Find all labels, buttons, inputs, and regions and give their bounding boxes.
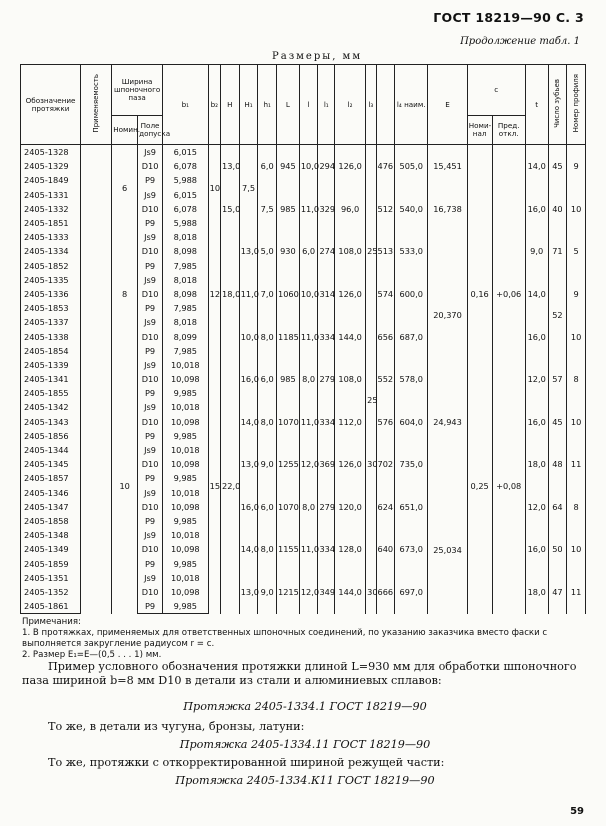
note-2: 2. Размер E₁=E—(0,5 . . . 1) мм. — [22, 650, 162, 660]
cell-H1: 13,0 — [239, 443, 258, 486]
cell-b1: 7,985 — [163, 259, 209, 273]
cell-l3: 30 — [366, 443, 376, 486]
col-H: H — [221, 65, 240, 145]
cell-l5: 687,0 — [395, 315, 428, 358]
cell-l1: 274 — [318, 230, 335, 273]
cell-tolerance: P9 — [138, 599, 163, 614]
cell-p: 9 — [567, 273, 586, 316]
cell-b1: 10,018 — [163, 528, 209, 542]
cell-l2: 144,0 — [335, 571, 366, 614]
cell-designation: 2405-1852 — [21, 259, 81, 273]
cell-b1: 8,018 — [163, 315, 209, 329]
cell-tolerance: P9 — [138, 386, 163, 400]
cell-designation: 2405-1337 — [21, 315, 81, 329]
cell-designation: 2405-1347 — [21, 500, 81, 514]
cell-L: 1215 — [277, 571, 300, 614]
cell-designation: 2405-1858 — [21, 514, 81, 528]
cell-L: 1070 — [277, 486, 300, 529]
cell-b1: 8,098 — [163, 287, 209, 301]
cell-l: 8,0 — [299, 486, 318, 529]
col-designation: Обозначение протяжки — [21, 65, 81, 145]
cell-tolerance: D10 — [138, 585, 163, 599]
cell-L: 1155 — [277, 528, 300, 571]
cell-designation: 2405-1857 — [21, 471, 81, 485]
example-text-2: То же, в детали из чугуна, бронзы, латуни: — [48, 720, 305, 733]
cell-tolerance: D10 — [138, 457, 163, 471]
page-header: ГОСТ 18219—90 С. 3 — [433, 10, 584, 25]
cell-l1: 279 — [318, 486, 335, 529]
cell-l4: 640 — [376, 528, 395, 571]
cell-designation: 2405-1338 — [21, 329, 81, 343]
cell-tolerance: Js9 — [138, 273, 163, 287]
cell-designation: 2405-1351 — [21, 571, 81, 585]
cell-l5: 604,0 — [395, 400, 428, 443]
cell-z: 45 — [548, 400, 567, 443]
cell-L: 985 — [277, 358, 300, 401]
cell-t: 18,0 — [525, 443, 548, 486]
cell-l4: 476 — [376, 145, 395, 188]
cell-tolerance: D10 — [138, 202, 163, 216]
cell-l5: 533,0 — [395, 230, 428, 273]
cell-l2: 120,0 — [335, 486, 366, 529]
cell-p: 10 — [567, 400, 586, 443]
notes-title: Примечания: — [22, 617, 81, 627]
cell-b1: 10,098 — [163, 372, 209, 386]
cell-tolerance: Js9 — [138, 145, 163, 160]
cell-b1: 10,018 — [163, 571, 209, 585]
cell-cdev: +0,06 — [492, 230, 525, 358]
cell-l2: 96,0 — [335, 188, 366, 231]
cell-h1: 9,0 — [258, 443, 277, 486]
cell-l1: 279 — [318, 358, 335, 401]
col-l: l — [299, 65, 318, 145]
cell-l2: 126,0 — [335, 273, 366, 316]
example-text-1: Пример условного обозначения протяжки длиной L=930 мм для обработки шпоночного паза шириной b=8 мм D10 в детали из стали и алюминиевых сплавов: — [22, 660, 577, 687]
cell-H1: 13,0 — [239, 571, 258, 614]
cell-b1: 5,988 — [163, 173, 209, 187]
cell-l5: 697,0 — [395, 571, 428, 614]
cell-z: 45 — [548, 145, 567, 188]
col-tolerance: Поле допуска — [138, 116, 163, 145]
cell-tolerance: P9 — [138, 471, 163, 485]
cell-designation: 2405-1331 — [21, 188, 81, 202]
cell-h1: 7,0 — [258, 273, 277, 316]
cell-tolerance: D10 — [138, 372, 163, 386]
cell-E — [428, 230, 467, 273]
cell-h1: 8,0 — [258, 315, 277, 358]
cell-cdev: +0,08 — [492, 358, 525, 614]
cell-l2: 112,0 — [335, 400, 366, 443]
cell-designation: 2405-1333 — [21, 230, 81, 244]
col-h1: h₁ — [258, 65, 277, 145]
cell-H: 22,0 — [221, 358, 240, 614]
col-l3: l₃ — [366, 65, 376, 145]
cell-b1: 10,018 — [163, 400, 209, 414]
cell-b2: 12 — [208, 230, 220, 358]
cell-designation: 2405-1332 — [21, 202, 81, 216]
cell-L: 985 — [277, 188, 300, 231]
cell-nom: 6 — [112, 145, 138, 231]
col-c: c — [467, 65, 525, 116]
cell-b1: 6,078 — [163, 202, 209, 216]
cell-tolerance: D10 — [138, 287, 163, 301]
cell-c: 0,25 — [467, 358, 492, 614]
cell-l: 11,0 — [299, 315, 318, 358]
cell-h1: 8,0 — [258, 528, 277, 571]
cell-designation: 2405-1859 — [21, 556, 81, 570]
col-l2: l₂ — [335, 65, 366, 145]
cell-l: 10,0 — [299, 145, 318, 188]
cell-H1: 11,0 — [239, 273, 258, 316]
cell-p: 10 — [567, 528, 586, 571]
cell-z: 71 — [548, 230, 567, 273]
table-continuation-label: Продолжение табл. 1 — [460, 36, 580, 47]
cell-l: 8,0 — [299, 358, 318, 401]
cell-b1: 10,018 — [163, 486, 209, 500]
cell-nom: 8 — [112, 230, 138, 358]
cell-l3: 25 — [366, 145, 376, 358]
cell-L: 1060 — [277, 273, 300, 316]
cell-l1: 334 — [318, 315, 335, 358]
col-nominal: Номин. — [112, 116, 138, 145]
cell-t: 16,0 — [525, 188, 548, 231]
cell-b1: 9,985 — [163, 599, 209, 614]
cell-l1: 329 — [318, 188, 335, 231]
cell-l4: 666 — [376, 571, 395, 614]
cell-h1: 6,0 — [258, 486, 277, 529]
cell-h1: 6,0 — [258, 145, 277, 188]
col-l1: l₁ — [318, 65, 335, 145]
cell-designation: 2405-1346 — [21, 486, 81, 500]
cell-tolerance: P9 — [138, 556, 163, 570]
cell-designation: 2405-1348 — [21, 528, 81, 542]
cell-designation: 2405-1329 — [21, 159, 81, 173]
cell-tolerance: P9 — [138, 216, 163, 230]
cell-b2: 15 — [208, 358, 220, 614]
cell-b1: 10,098 — [163, 542, 209, 556]
notes — [22, 617, 588, 661]
col-width-group: Ширина шпоночного паза — [112, 65, 163, 116]
cell-b1: 9,985 — [163, 514, 209, 528]
cell-designation: 2405-1336 — [21, 287, 81, 301]
cell-H: 13,0 — [221, 145, 240, 188]
cell-tolerance: Js9 — [138, 188, 163, 202]
cell-tolerance: D10 — [138, 415, 163, 429]
cell-tolerance: Js9 — [138, 528, 163, 542]
table-body — [21, 145, 586, 614]
col-l4 — [376, 65, 395, 145]
cell-tolerance: Js9 — [138, 230, 163, 244]
cell-t: 16,0 — [525, 400, 548, 443]
cell-H1: 14,0 — [239, 528, 258, 571]
cell-E: 15,451 — [428, 145, 467, 188]
cell-tolerance: P9 — [138, 344, 163, 358]
cell-t: 14,0 — [525, 273, 548, 316]
cell-l4: 624 — [376, 486, 395, 529]
cell-designation: 2405-1341 — [21, 372, 81, 386]
example-designation-3: Протяжка 2405-1334.К11 ГОСТ 18219—90 — [175, 774, 435, 787]
cell-tolerance: P9 — [138, 301, 163, 315]
cell-H1: 16,0 — [239, 358, 258, 401]
cell-tolerance: D10 — [138, 329, 163, 343]
cell-tolerance: Js9 — [138, 571, 163, 585]
cell-b1: 10,018 — [163, 358, 209, 372]
cell-b1: 7,985 — [163, 301, 209, 315]
cell-l: 11,0 — [299, 188, 318, 231]
cell-b1: 5,988 — [163, 216, 209, 230]
col-L: L — [277, 65, 300, 145]
example-designation-2: Протяжка 2405-1334.11 ГОСТ 18219—90 — [179, 738, 431, 751]
cell-l1: 294 — [318, 145, 335, 188]
cell-l5: 673,0 — [395, 528, 428, 571]
cell-tolerance: P9 — [138, 259, 163, 273]
cell-b1: 9,985 — [163, 386, 209, 400]
cell-b1: 6,078 — [163, 159, 209, 173]
col-c-nom: Номи-нал — [467, 116, 492, 145]
cell-l4: 656 — [376, 315, 395, 358]
cell-l4: 576 — [376, 400, 395, 443]
cell-l3 — [366, 486, 376, 571]
col-c-dev: Пред. откл. — [492, 116, 525, 145]
cell-c — [467, 145, 492, 231]
cell-l1: 314 — [318, 273, 335, 316]
cell-p: 8 — [567, 486, 586, 529]
col-l5: l₄ наим. — [395, 65, 428, 145]
cell-l5: 735,0 — [395, 443, 428, 486]
cell-designation: 2405-1339 — [21, 358, 81, 372]
cell-L: 1185 — [277, 315, 300, 358]
cell-b1: 10,098 — [163, 457, 209, 471]
cell-tolerance: P9 — [138, 514, 163, 528]
cell-b1: 6,015 — [163, 188, 209, 202]
col-profile: Номер профиля — [567, 65, 586, 145]
cell-z: 64 — [548, 486, 567, 529]
page-number: 59 — [570, 806, 584, 817]
cell-H1: 14,0 — [239, 400, 258, 443]
cell-b1: 8,018 — [163, 230, 209, 244]
cell-designation: 2405-1345 — [21, 457, 81, 471]
cell-c: 0,16 — [467, 230, 492, 358]
cell-t: 16,0 — [525, 528, 548, 571]
cell-H1: 7,5 — [239, 145, 258, 231]
cell-l1: 334 — [318, 400, 335, 443]
cell-l: 11,0 — [299, 400, 318, 443]
col-b1: b₁ — [163, 65, 209, 145]
cell-l4: 552 — [376, 358, 395, 401]
cell-designation: 2405-1343 — [21, 415, 81, 429]
cell-L: 930 — [277, 230, 300, 273]
cell-designation: 2405-1856 — [21, 429, 81, 443]
cell-tolerance: D10 — [138, 542, 163, 556]
col-H1: H₁ — [239, 65, 258, 145]
cell-tolerance: Js9 — [138, 486, 163, 500]
cell-nom: 10 — [112, 358, 138, 614]
cell-designation: 2405-1855 — [21, 386, 81, 400]
cell-p: 5 — [567, 230, 586, 273]
cell-t: 16,0 — [525, 315, 548, 358]
cell-E: 25,034 — [428, 486, 467, 614]
cell-tolerance: D10 — [138, 159, 163, 173]
cell-tolerance: D10 — [138, 500, 163, 514]
cell-H: 15,0 — [221, 188, 240, 231]
cell-designation: 2405-1344 — [21, 443, 81, 457]
cell-l1: 334 — [318, 528, 335, 571]
cell-l5: 540,0 — [395, 188, 428, 231]
cell-designation: 2405-1861 — [21, 599, 81, 614]
cell-h1: 5,0 — [258, 230, 277, 273]
cell-p: 8 — [567, 358, 586, 401]
cell-b1: 9,985 — [163, 471, 209, 485]
cell-b1: 9,985 — [163, 556, 209, 570]
cell-b1: 8,099 — [163, 329, 209, 343]
cell-h1: 7,5 — [258, 188, 277, 231]
cell-l: 10,0 — [299, 273, 318, 316]
cell-b1: 10,018 — [163, 443, 209, 457]
cell-l5: 578,0 — [395, 358, 428, 401]
cell-tolerance: Js9 — [138, 358, 163, 372]
cell-H: 18,0 — [221, 230, 240, 358]
cell-l2: 108,0 — [335, 230, 366, 273]
cell-designation: 2405-1335 — [21, 273, 81, 287]
cell-L: 1255 — [277, 443, 300, 486]
cell-designation: 2405-1853 — [21, 301, 81, 315]
cell-tolerance: P9 — [138, 429, 163, 443]
cell-z: 47 — [548, 571, 567, 614]
cell-p: 11 — [567, 443, 586, 486]
cell-t: 9,0 — [525, 230, 548, 273]
cell-l5: 600,0 — [395, 273, 428, 316]
cell-H1: 10,0 — [239, 315, 258, 358]
cell-l3: 30 — [366, 571, 376, 614]
cell-l5: 505,0 — [395, 145, 428, 188]
cell-l4: 512 — [376, 188, 395, 231]
note-1: 1. В протяжках, применяемых для ответственных шпоночных соединений, по указанию заказчика вместо фаски с выполняется закругление радиусом r = c. — [22, 628, 548, 649]
cell-designation: 2405-1849 — [21, 173, 81, 187]
cell-l1: 349 — [318, 571, 335, 614]
cell-t: 18,0 — [525, 571, 548, 614]
cell-l2: 126,0 — [335, 145, 366, 188]
cell-designation: 2405-1352 — [21, 585, 81, 599]
cell-l4: 702 — [376, 443, 395, 486]
example-designation-1: Протяжка 2405-1334.1 ГОСТ 18219—90 — [183, 700, 427, 713]
cell-h1: 8,0 — [258, 400, 277, 443]
cell-l2: 126,0 — [335, 443, 366, 486]
cell-designation: 2405-1854 — [21, 344, 81, 358]
cell-p: 11 — [567, 571, 586, 614]
col-applicability: Применяемость — [81, 65, 112, 145]
cell-l: 12,0 — [299, 571, 318, 614]
table-header — [21, 65, 586, 145]
example-text-3: То же, протяжки с откорректированной шириной режущей части: — [48, 756, 445, 769]
cell-z: 50 — [548, 528, 567, 571]
table-row — [21, 145, 586, 160]
cell-p: 10 — [567, 188, 586, 231]
cell-t: 12,0 — [525, 486, 548, 529]
cell-designation: 2405-1334 — [21, 244, 81, 258]
cell-p: 10 — [567, 315, 586, 358]
cell-b1: 10,098 — [163, 585, 209, 599]
col-E: E — [428, 65, 467, 145]
cell-l4: 513 — [376, 230, 395, 273]
cell-designation: 2405-1349 — [21, 542, 81, 556]
cell-l1: 369 — [318, 443, 335, 486]
cell-L: 945 — [277, 145, 300, 188]
cell-E: 24,943 — [428, 358, 467, 486]
cell-l: 11,0 — [299, 528, 318, 571]
col-t: t — [525, 65, 548, 145]
cell-l: 12,0 — [299, 443, 318, 486]
cell-l5: 651,0 — [395, 486, 428, 529]
col-teeth: Число зубьев — [548, 65, 567, 145]
cell-z: 52 — [548, 273, 567, 358]
cell-l3: 25 — [366, 358, 376, 443]
cell-p: 9 — [567, 145, 586, 188]
cell-L: 1070 — [277, 400, 300, 443]
cell-t: 14,0 — [525, 145, 548, 188]
cell-designation: 2405-1328 — [21, 145, 81, 160]
cell-b1: 8,098 — [163, 244, 209, 258]
cell-H1: 16,0 — [239, 486, 258, 529]
cell-applic — [81, 145, 112, 614]
cell-tolerance: Js9 — [138, 400, 163, 414]
col-b2: b₂ — [208, 65, 220, 145]
cell-E: 16,738 — [428, 188, 467, 231]
broach-table — [20, 64, 586, 614]
cell-t: 12,0 — [525, 358, 548, 401]
cell-l2: 128,0 — [335, 528, 366, 571]
cell-designation: 2405-1851 — [21, 216, 81, 230]
cell-tolerance: P9 — [138, 173, 163, 187]
cell-l2: 144,0 — [335, 315, 366, 358]
cell-designation: 2405-1342 — [21, 400, 81, 414]
cell-z: 48 — [548, 443, 567, 486]
cell-E: 20,370 — [428, 273, 467, 358]
cell-b1: 10,098 — [163, 500, 209, 514]
cell-l4: 574 — [376, 273, 395, 316]
cell-l2: 108,0 — [335, 358, 366, 401]
cell-h1: 6,0 — [258, 358, 277, 401]
cell-H1: 13,0 — [239, 230, 258, 273]
cell-b1: 10,098 — [163, 415, 209, 429]
cell-h1: 9,0 — [258, 571, 277, 614]
cell-b1: 6,015 — [163, 145, 209, 160]
cell-b1: 7,985 — [163, 344, 209, 358]
cell-b2: 10 — [208, 145, 220, 231]
cell-b1: 8,018 — [163, 273, 209, 287]
cell-cdev — [492, 145, 525, 231]
cell-tolerance: Js9 — [138, 443, 163, 457]
cell-z: 57 — [548, 358, 567, 401]
cell-tolerance: Js9 — [138, 315, 163, 329]
cell-l: 6,0 — [299, 230, 318, 273]
cell-z: 40 — [548, 188, 567, 231]
sizes-label: Размеры, мм — [272, 51, 363, 62]
cell-b1: 9,985 — [163, 429, 209, 443]
cell-tolerance: D10 — [138, 244, 163, 258]
